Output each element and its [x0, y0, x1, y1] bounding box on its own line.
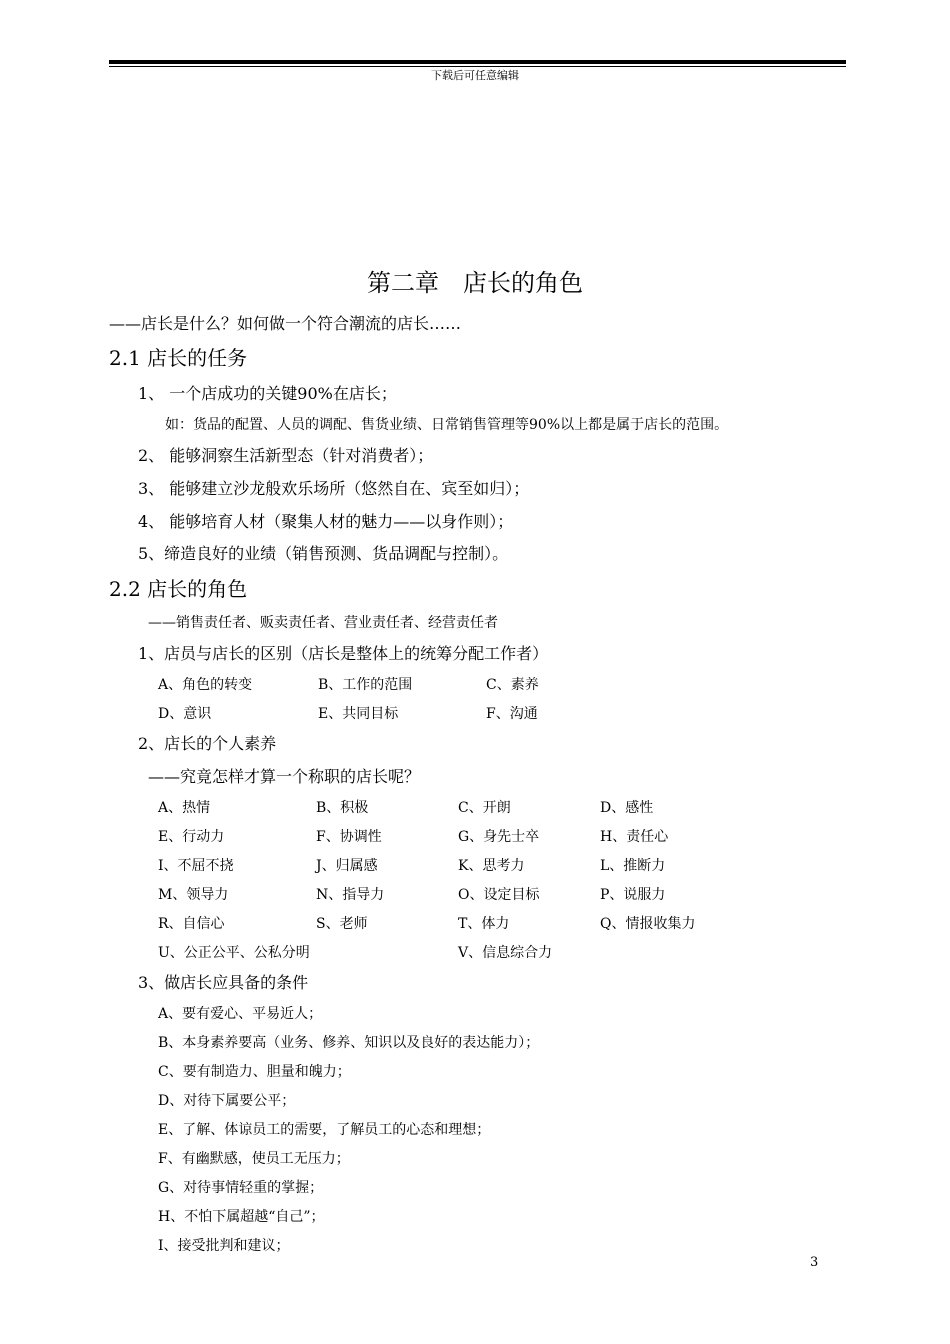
section-2-2-heading: 2.2 店长的角色: [109, 577, 248, 601]
part-3-title: 3、做店长应具备的条件: [138, 973, 309, 992]
quality-item: E、行动力: [158, 829, 225, 845]
condition-item: E、了解、体谅员工的需要，了解员工的心态和理想；: [158, 1122, 491, 1138]
part-1-title: 1、店员与店长的区别（店长是整体上的统筹分配工作者）: [138, 644, 549, 663]
task-item-3: 3、 能够建立沙龙般欢乐场所（悠然自在、宾至如归）；: [138, 479, 530, 498]
quality-item: H、责任心: [600, 829, 669, 845]
quality-item: C、开朗: [458, 800, 511, 816]
quality-item: R、自信心: [158, 916, 225, 932]
condition-item: I、接受批判和建议；: [158, 1238, 290, 1254]
task-item-5: 5、缔造良好的业绩（销售预测、货品调配与控制）。: [138, 544, 509, 563]
quality-item: M、领导力: [158, 887, 229, 903]
quality-item: A、热情: [158, 800, 211, 816]
quality-item: I、不屈不挠: [158, 858, 234, 874]
quality-item: B、积极: [316, 800, 369, 816]
section-2-1-heading: 2.1 店长的任务: [109, 346, 248, 370]
quality-item: Q、情报收集力: [600, 916, 696, 932]
diff-item: F、沟通: [486, 706, 538, 722]
task-item-2: 2、 能够洞察生活新型态（针对消费者）；: [138, 446, 434, 465]
chapter-title: [0, 271, 950, 295]
task-item-4: 4、 能够培育人材（聚集人材的魅力——以身作则）；: [138, 512, 514, 531]
quality-item: T、体力: [458, 916, 510, 932]
quality-item: D、感性: [600, 800, 654, 816]
diff-item: C、素养: [486, 677, 539, 693]
task-item-1-note: 如：货品的配置、人员的调配、售货业绩、日常销售管理等90%以上都是属于店长的范围。: [165, 417, 729, 433]
quality-item: G、身先士卒: [458, 829, 540, 845]
page-number: 3: [810, 1255, 819, 1270]
chapter-number: 第二章: [367, 269, 439, 297]
condition-item: H、不怕下属超越“自己”；: [158, 1209, 325, 1225]
quality-item: K、思考力: [458, 858, 525, 874]
quality-item: O、设定目标: [458, 887, 540, 903]
quality-item: U、公正公平、公私分明: [158, 945, 310, 961]
quality-item: N、指导力: [316, 887, 385, 903]
header-rule-thin: [109, 66, 846, 67]
diff-item: E、共同目标: [318, 706, 399, 722]
section-2-2-subtitle: ——销售责任者、贩卖责任者、营业责任者、经营责任者: [148, 615, 498, 631]
condition-item: G、对待事情轻重的掌握；: [158, 1180, 324, 1196]
quality-item: P、说服力: [600, 887, 666, 903]
condition-item: C、要有制造力、胆量和魄力；: [158, 1064, 351, 1080]
condition-item: A、要有爱心、平易近人；: [158, 1006, 323, 1022]
diff-item: D、意识: [158, 706, 212, 722]
header-rule-thick: [109, 60, 846, 64]
part-2-subtitle: ——究竟怎样才算一个称职的店长呢？: [148, 767, 421, 786]
condition-item: D、对待下属要公平；: [158, 1093, 296, 1109]
header-note: 下载后可任意编辑: [431, 69, 519, 82]
quality-item: J、归属感: [316, 858, 378, 874]
quality-item: L、推断力: [600, 858, 666, 874]
diff-item: B、工作的范围: [318, 677, 413, 693]
diff-item: A、角色的转变: [158, 677, 253, 693]
chapter-name: 店长的角色: [463, 269, 583, 297]
part-2-title: 2、店长的个人素养: [138, 734, 277, 753]
quality-item: S、老师: [316, 916, 368, 932]
task-item-1: 1、 一个店成功的关键90%在店长；: [138, 384, 397, 403]
quality-item: V、信息综合力: [458, 945, 553, 961]
chapter-subtitle: ——店长是什么？如何做一个符合潮流的店长……: [109, 314, 462, 333]
quality-item: F、协调性: [316, 829, 382, 845]
condition-item: B、本身素养要高（业务、修养、知识以及良好的表达能力）；: [158, 1035, 540, 1051]
condition-item: F、有幽默感，使员工无压力；: [158, 1151, 350, 1167]
